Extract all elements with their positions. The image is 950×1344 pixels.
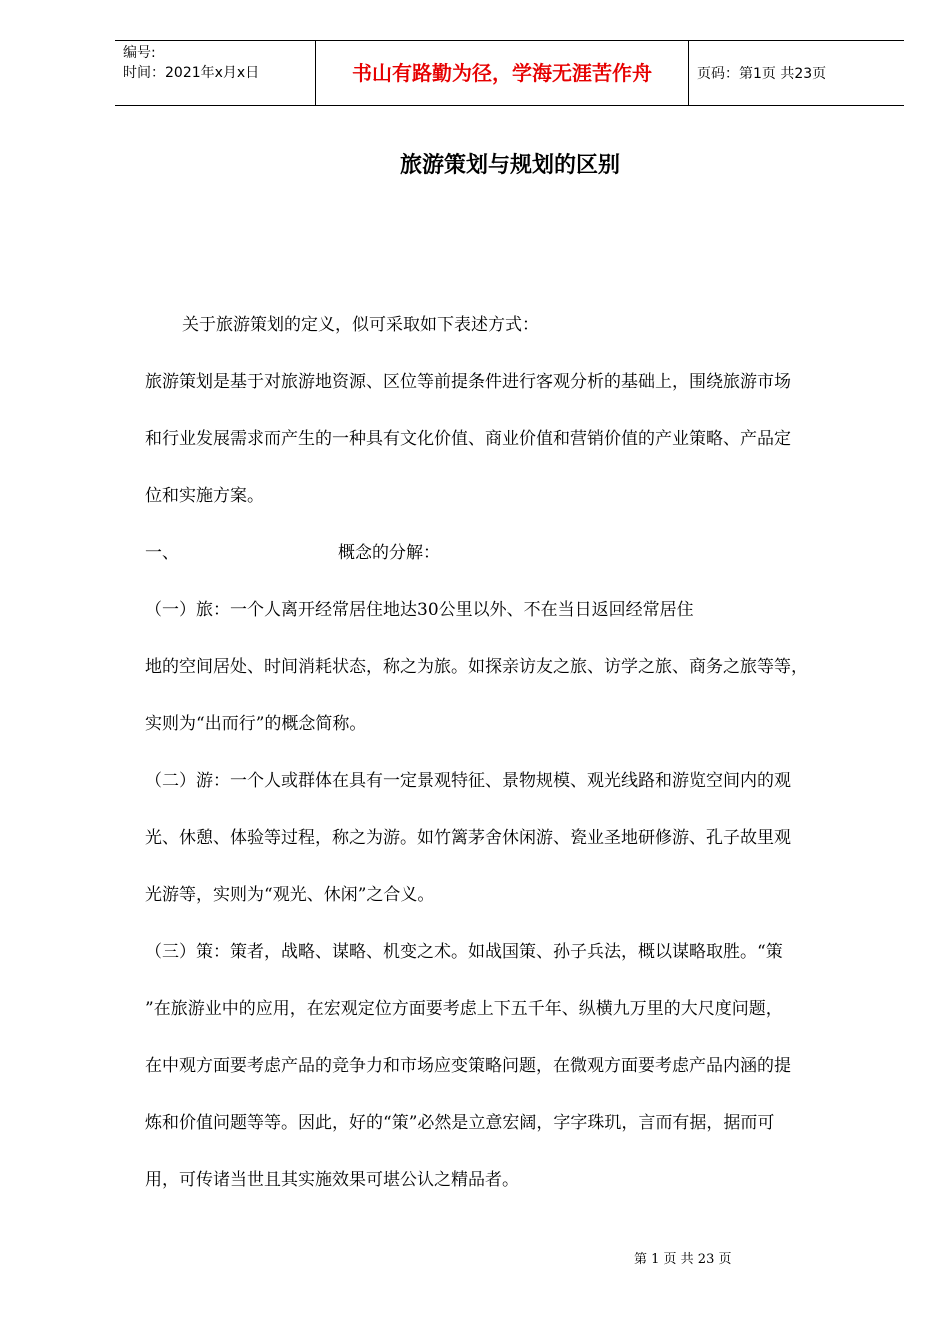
body-line: （三）策：策者，战略、谋略、机变之术。如战国策、孙子兵法，概以谋略取胜。“策 <box>145 942 783 962</box>
header-page-info: 页码：第1页 共23页 <box>697 66 827 82</box>
body-line: 实则为“出而行”的概念简称。 <box>145 714 367 734</box>
body-line: 光游等，实则为“观光、休闲”之合义。 <box>145 885 435 905</box>
body-line: 炼和价值问题等等。因此，好的“策”必然是立意宏阔，字字珠玑，言而有据，据而可 <box>145 1113 775 1133</box>
body-line: 用，可传诸当世且其实施效果可堪公认之精品者。 <box>145 1170 519 1190</box>
body-line: （二）游：一个人或群体在具有一定景观特征、景物规模、观光线路和游览空间内的观 <box>145 771 791 791</box>
section-number: 一、 <box>145 543 179 563</box>
body-line: 光、休憩、体验等过程，称之为游。如竹篱茅舍休闲游、瓷业圣地研修游、孔子故里观 <box>145 828 791 848</box>
body-line: 在中观方面要考虑产品的竞争力和市场应变策略问题，在微观方面要考虑产品内涵的提 <box>145 1056 791 1076</box>
body-line: ”在旅游业中的应用，在宏观定位方面要考虑上下五千年、纵横九万里的大尺度问题， <box>145 999 783 1019</box>
body-line: 旅游策划是基于对旅游地资源、区位等前提条件进行客观分析的基础上，围绕旅游市场 <box>145 372 791 392</box>
header-motto: 书山有路勤为径，学海无涯苦作舟 <box>315 41 689 105</box>
document-number-label: 编号: <box>123 45 156 61</box>
document-date-label: 时间：2021年x月x日 <box>123 65 260 81</box>
body-line: （一）旅：一个人离开经常居住地达30公里以外、不在当日返回经常居住 <box>145 600 694 620</box>
page-header <box>115 40 904 106</box>
body-line: 和行业发展需求而产生的一种具有文化价值、商业价值和营销价值的产业策略、产品定 <box>145 429 791 449</box>
document-title: 旅游策划与规划的区别 <box>399 153 620 178</box>
section-heading: 概念的分解： <box>338 543 440 563</box>
body-line: 位和实施方案。 <box>145 486 264 506</box>
header-meta <box>123 43 313 83</box>
body-line: 地的空间居处、时间消耗状态，称之为旅。如探亲访友之旅、访学之旅、商务之旅等等， <box>145 657 808 677</box>
body-line: 关于旅游策划的定义，似可采取如下表述方式： <box>182 315 539 335</box>
page-footer: 第 1 页 共 23 页 <box>634 1252 732 1267</box>
